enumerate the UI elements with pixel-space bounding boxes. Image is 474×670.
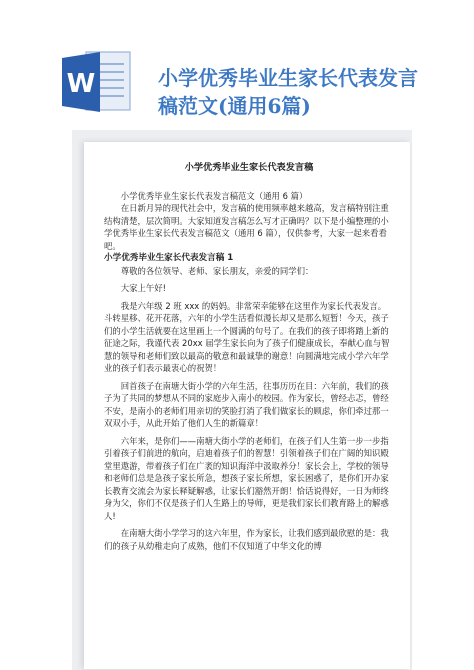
- document-page-preview: [84, 142, 410, 669]
- document-heading-line-1: 小学优秀毕业生家长代表发言: [158, 66, 418, 90]
- word-icon-letter: W: [66, 69, 96, 99]
- doc-paragraph: 六年来，是你们——南塘大街小学的老师们，在孩子们人生第一步一步指引着孩子们前进的航向，启迪着孩子们的智慧！引领着孩子们在广阔的知识殿堂里遨游，带着孩子们在广袤的知识海洋中汲取养分！家长会上，学校的领导和老师们总是急孩子家长所急，想孩子家长所想，家长困惑了，是你们开办家长教育交流会为家长释疑解惑，让家长们豁然开朗！恰话说得好，一日为师终身为父，你们不仅是孩子们人生路上的导师，更是我们家长们教育路上的解惑人!: [104, 435, 389, 521]
- document-heading: [158, 64, 463, 120]
- word-document-icon: [60, 50, 132, 114]
- document-heading-line-2: 稿范文(通用6篇): [158, 94, 311, 118]
- doc-title: 小学优秀毕业生家长代表发言稿: [184, 162, 314, 173]
- doc-intro-paragraph: 在日新月异的现代社会中，发言稿的使用频率越来越高，发言稿特别注重结构清楚，层次简明。大家知道发言稿怎么写才正确吗？以下是小编整理的小学优秀毕业生家长代表发言稿范文（通用 6 篇），仅供参考，大家一起来看看吧。: [104, 203, 389, 251]
- document-body: [104, 162, 394, 552]
- doc-greeting: 大家上午好!: [120, 283, 167, 293]
- doc-intro-subtitle: 小学优秀毕业生家长代表发言稿范文（通用 6 篇）: [120, 190, 308, 201]
- doc-paragraph: 我是六年级 2 班 xxx 的妈妈。非常荣幸能够在这里作为家长代表发言。斗转星移、花开花落，六年的小学生活看似漫长却又是那么短暂！今天，孩子们的小学生活就要在这里画上一个圆满的句号了。在我们的孩子即将踏上新的征途之际，我谨代表 20xx 届学生家长向为了孩子们健康成长，奉献心血与智慧的领导和老师们致以最高的敬意和最诚挚的谢意！向圆满地完成小学六年学业的孩子们表示最衷心的祝贺！: [104, 300, 390, 373]
- doc-paragraph: 回首孩子在南塘大街小学的六年生活，往事历历在目：六年前，我们的孩子为了共同的梦想从不同的家庭步入南小的校园。作为家长，曾经忐忑，曾经不安，是南小的老师们用亲切的笑脸打消了我们做家长的顾虑，你们牵过那一双双小手，从此开始了他们人生的新篇章！: [104, 380, 389, 428]
- doc-salutation: 尊敬的各位领导、老师、家长朋友，亲爱的同学们：: [120, 265, 314, 276]
- doc-paragraph: 在南塘大街小学学习的这六年里，作为家长，让我们感到最欣慰的是：我们的孩子从幼稚走向了成熟，他们不仅知道了中华文化的博: [104, 528, 389, 551]
- doc-section-heading: 小学优秀毕业生家长代表发言稿 1: [104, 253, 234, 263]
